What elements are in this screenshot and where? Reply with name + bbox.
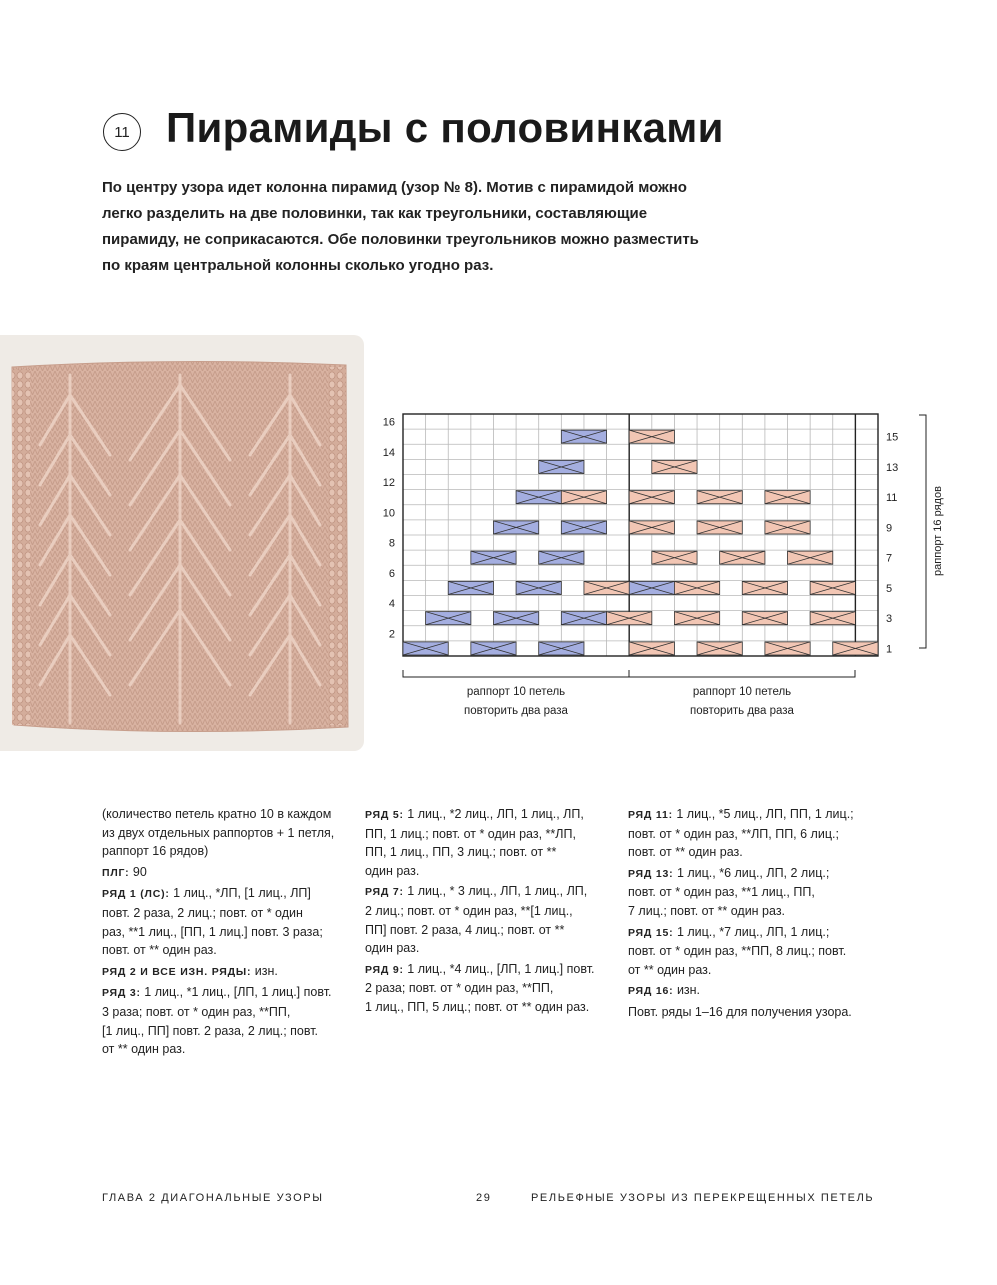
instruction-label: РЯД 5: <box>365 809 404 821</box>
instruction-text: 90 <box>129 864 147 879</box>
instruction-line <box>628 902 878 921</box>
left-row-number: 4 <box>388 598 395 611</box>
right-cross-stitch <box>629 491 674 504</box>
instruction-paragraph <box>102 805 352 861</box>
left-cross-stitch <box>516 491 561 504</box>
instruction-line <box>102 842 352 861</box>
instruction-paragraph <box>628 923 878 980</box>
left-cross-stitch <box>539 551 584 564</box>
instruction-text: 7 лиц.; повт. от ** один раз. <box>628 903 786 918</box>
instruction-text: Повт. ряды 1–16 для получения узора. <box>628 1004 852 1019</box>
instruction-text: один раз. <box>365 863 420 878</box>
left-cross-stitch <box>629 581 674 594</box>
instruction-line <box>102 941 352 960</box>
right-cross-stitch <box>765 642 810 655</box>
right-cross-stitch <box>742 581 787 594</box>
instruction-text: 1 лиц., *6 лиц., ЛП, 2 лиц.; <box>673 865 830 880</box>
right-cross-stitch <box>652 551 697 564</box>
instruction-text: раз, **1 лиц., [ПП, 1 лиц.] повт. 3 раза; <box>102 924 323 939</box>
left-row-number: 6 <box>388 567 395 580</box>
left-cross-stitch <box>516 581 561 594</box>
left-cross-stitch <box>493 521 538 534</box>
instruction-paragraph <box>102 983 352 1058</box>
instruction-label: РЯД 2 И ВСЕ ИЗН. РЯДЫ: <box>102 965 252 978</box>
instruction-line <box>628 942 878 961</box>
instruction-text: (количество петель кратно 10 в каждом <box>102 807 332 821</box>
instruction-line <box>628 961 878 980</box>
intro-line: По центру узора идет колонна пирамид (узор № 8). Мотив с пирамидой можно <box>102 179 687 196</box>
right-cross-stitch <box>765 521 810 534</box>
chart-side-bracket <box>919 415 944 648</box>
left-cross-stitch <box>561 521 606 534</box>
right-row-number: 3 <box>886 613 893 626</box>
instruction-label: РЯД 3: <box>102 987 141 1000</box>
right-cross-stitch <box>629 642 674 655</box>
instruction-text: изн. <box>251 963 278 978</box>
instruction-line <box>365 862 615 881</box>
left-cross-stitch <box>403 642 448 655</box>
left-row-number: 16 <box>382 416 395 429</box>
right-cross-stitch <box>561 491 606 504</box>
instruction-text: из двух отдельных раппортов + 1 петля, <box>102 825 335 840</box>
instruction-paragraph <box>102 884 352 959</box>
instruction-paragraph <box>628 1003 878 1022</box>
instruction-line <box>628 981 878 1001</box>
right-cross-stitch <box>833 642 878 655</box>
chart-bottom-brackets <box>403 670 855 717</box>
right-row-number: 5 <box>886 582 893 595</box>
instruction-line <box>365 843 615 862</box>
instruction-label: РЯД 1 (ЛС): <box>102 888 170 901</box>
chart-bottom-left-sublabel: повторить два раза <box>464 705 568 717</box>
left-row-number: 12 <box>382 477 395 490</box>
instruction-label: РЯД 16: <box>628 985 674 998</box>
chart-left-row-numbers <box>383 417 395 641</box>
left-cross-stitch <box>561 612 606 625</box>
left-cross-stitch <box>539 642 584 655</box>
left-cross-stitch <box>493 612 538 625</box>
left-row-number: 2 <box>388 628 395 641</box>
instruction-paragraph <box>102 863 352 883</box>
instruction-line <box>365 998 615 1017</box>
left-row-number: 10 <box>382 507 395 520</box>
left-row-number: 14 <box>382 446 395 459</box>
right-cross-stitch <box>720 551 765 564</box>
instruction-text: повт. от * один раз, **ЛП, ПП, 6 лиц.; <box>628 826 839 841</box>
instructions-column-3 <box>628 805 878 1024</box>
instruction-line <box>102 962 352 982</box>
footer-section: РЕЛЬЕФНЫЕ УЗОРЫ ИЗ ПЕРЕКРЕЩЕННЫХ ПЕТЕЛЬ <box>531 1192 875 1204</box>
footer-chapter: ГЛАВА 2 ДИАГОНАЛЬНЫЕ УЗОРЫ <box>102 1192 324 1204</box>
instruction-text: ПП, 1 лиц., ПП, 3 лиц.; повт. от ** <box>365 845 557 860</box>
instruction-line <box>102 824 352 843</box>
instruction-line <box>102 1022 352 1041</box>
instruction-text: от ** один раз. <box>628 962 712 977</box>
instruction-text: 1 лиц., *2 лиц., ЛП, 1 лиц., ЛП, <box>403 807 584 821</box>
right-row-number: 15 <box>886 431 899 444</box>
instruction-line <box>102 1003 352 1022</box>
instruction-text: 3 раза; повт. от * один раз, **ПП, <box>102 1004 291 1019</box>
instruction-text: 1 лиц., *1 лиц., [ЛП, 1 лиц.] повт. <box>140 985 332 1000</box>
right-cross-stitch <box>697 521 742 534</box>
chart-side-label: раппорт 16 рядов <box>932 486 944 576</box>
right-cross-stitch <box>629 430 674 443</box>
left-cross-stitch <box>471 551 516 564</box>
instruction-paragraph <box>628 805 878 862</box>
knitting-chart <box>370 405 970 735</box>
instruction-label: РЯД 7: <box>365 886 404 899</box>
instruction-line <box>102 983 352 1003</box>
left-row-number: 8 <box>388 537 395 550</box>
left-cross-stitch <box>539 460 584 473</box>
instruction-line <box>365 902 615 921</box>
instruction-text: один раз. <box>365 941 420 956</box>
right-cross-stitch <box>788 551 833 564</box>
intro-line: легко разделить на две половинки, так как треугольники, составляющие <box>102 205 648 222</box>
instruction-line <box>628 923 878 943</box>
instruction-paragraph <box>365 882 615 957</box>
pattern-number-badge: 11 <box>103 113 141 151</box>
footer-page-number: 29 <box>476 1192 492 1204</box>
instruction-text: 1 лиц., ПП, 5 лиц.; повт. от ** один раз. <box>365 999 590 1014</box>
right-cross-stitch <box>607 612 652 625</box>
right-cross-stitch <box>697 642 742 655</box>
instruction-text: ПП] повт. 2 раза, 4 лиц.; повт. от ** <box>365 922 565 937</box>
right-cross-stitch <box>765 491 810 504</box>
instruction-text: раппорт 16 рядов) <box>102 844 209 859</box>
knitted-swatch-photo <box>0 335 364 751</box>
right-cross-stitch <box>810 612 855 625</box>
left-cross-stitch <box>426 612 471 625</box>
instruction-line <box>365 882 615 902</box>
instruction-text: изн. <box>673 983 701 998</box>
right-cross-stitch <box>584 581 629 594</box>
instruction-text: [1 лиц., ПП] повт. 2 раза, 2 лиц.; повт. <box>102 1023 319 1038</box>
right-row-number: 11 <box>886 492 898 505</box>
instruction-line <box>365 939 615 958</box>
instruction-line <box>365 805 615 825</box>
right-cross-stitch <box>652 460 697 473</box>
instruction-text: повт. от ** один раз. <box>102 943 217 958</box>
intro-line: по краям центральной колонны сколько угодно раз. <box>102 257 494 274</box>
instruction-text: ПП, 1 лиц.; повт. от * один раз, **ЛП, <box>365 826 576 841</box>
instruction-text: 2 раза; повт. от * один раз, **ПП, <box>365 981 554 996</box>
instruction-line <box>628 825 878 844</box>
chart-bottom-right-label: раппорт 10 петель <box>692 686 792 698</box>
instruction-paragraph <box>628 981 878 1001</box>
instruction-line <box>102 904 352 923</box>
instruction-paragraph <box>628 864 878 921</box>
instruction-text: 1 лиц., * 3 лиц., ЛП, 1 лиц., ЛП, <box>403 884 588 899</box>
left-cross-stitch <box>448 581 493 594</box>
instruction-line <box>365 825 615 844</box>
instruction-text: повт. от * один раз, **1 лиц., ПП, <box>628 885 815 900</box>
instruction-line <box>102 923 352 942</box>
chart-right-row-numbers <box>886 432 898 656</box>
right-cross-stitch <box>674 612 719 625</box>
instructions-column-1 <box>102 805 352 1061</box>
instruction-text: 1 лиц., *ЛП, [1 лиц., ЛП] <box>169 886 311 901</box>
chart-bottom-right-sublabel: повторить два раза <box>690 705 794 717</box>
left-cross-stitch <box>561 430 606 443</box>
instruction-paragraph <box>365 960 615 1017</box>
instruction-text: 1 лиц., *5 лиц., ЛП, ПП, 1 лиц.; <box>672 807 854 821</box>
right-cross-stitch <box>810 581 855 594</box>
instruction-label: РЯД 9: <box>365 963 404 976</box>
right-row-number: 13 <box>886 461 899 474</box>
instruction-label: РЯД 11: <box>628 809 673 821</box>
instruction-label: РЯД 13: <box>628 867 674 880</box>
right-row-number: 9 <box>886 522 893 535</box>
instruction-line <box>628 843 878 862</box>
instructions-column-2 <box>365 805 615 1019</box>
page-title: Пирамиды с половинками <box>166 104 724 151</box>
instruction-paragraph <box>365 805 615 880</box>
left-cross-stitch <box>471 642 516 655</box>
instruction-text: 2 лиц.; повт. от * один раз, **[1 лиц., <box>365 903 573 918</box>
instruction-line <box>628 805 878 825</box>
right-cross-stitch <box>674 581 719 594</box>
instruction-text: 1 лиц., *4 лиц., [ЛП, 1 лиц.] повт. <box>403 961 595 976</box>
instruction-line <box>365 979 615 998</box>
instruction-line <box>628 883 878 902</box>
instruction-text: повт. от * один раз, **ПП, 8 лиц.; повт. <box>628 944 847 959</box>
instruction-label: ПЛГ: <box>102 866 130 879</box>
intro-line: пирамиду, не соприкасаются. Обе половинки треугольников можно разместить <box>102 231 699 248</box>
intro-paragraph <box>102 175 742 279</box>
instruction-line <box>102 805 352 824</box>
instruction-text: 1 лиц., *7 лиц., ЛП, 1 лиц.; <box>673 924 830 939</box>
knitted-swatch-image <box>0 335 364 751</box>
right-row-number: 1 <box>886 643 893 656</box>
instruction-line <box>628 864 878 884</box>
instruction-line <box>365 921 615 940</box>
instruction-line <box>102 863 352 883</box>
instruction-line <box>628 1003 878 1022</box>
chart-bottom-left-label: раппорт 10 петель <box>466 686 566 698</box>
instruction-line <box>365 960 615 980</box>
instruction-line <box>102 884 352 904</box>
right-cross-stitch <box>697 491 742 504</box>
instruction-text: повт. 2 раза, 2 лиц.; повт. от * один <box>102 905 303 920</box>
instruction-text: от ** один раз. <box>102 1042 186 1057</box>
instruction-text: повт. от ** один раз. <box>628 845 743 860</box>
instruction-paragraph <box>102 962 352 982</box>
right-row-number: 7 <box>886 552 893 565</box>
instruction-label: РЯД 15: <box>628 926 674 939</box>
right-cross-stitch <box>629 521 674 534</box>
right-cross-stitch <box>742 612 787 625</box>
instruction-line <box>102 1040 352 1059</box>
